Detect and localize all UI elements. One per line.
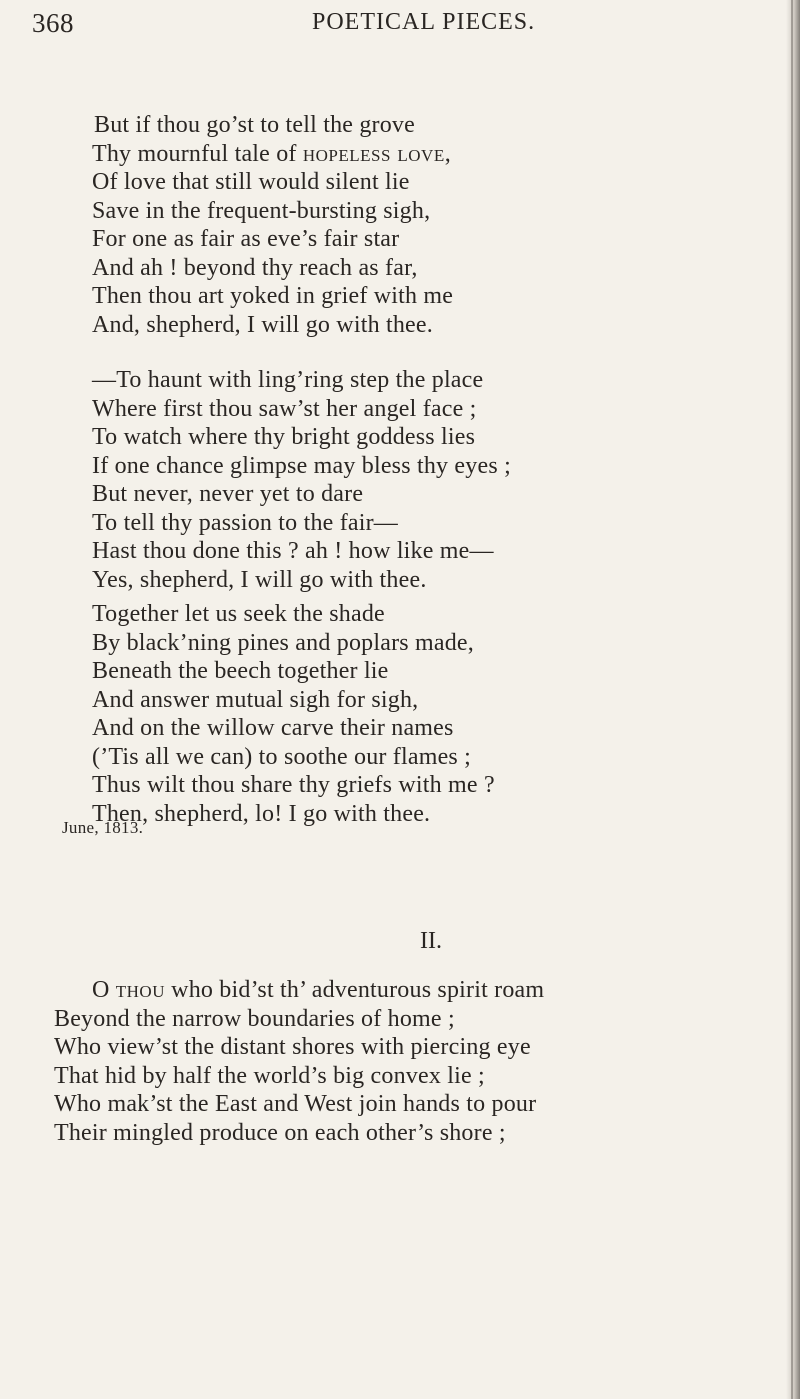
- verse-line: —To haunt with ling’ring step the place: [92, 367, 484, 393]
- verse-line: [92, 140, 800, 169]
- verse-line: Their mingled produce on each other’s shore ;: [54, 1119, 506, 1146]
- verse-line: And answer mutual sigh for sigh,: [92, 686, 419, 713]
- poem-two-stanza: [0, 976, 800, 1147]
- opening-word: O: [92, 977, 110, 1003]
- verse-line: And, shepherd, I will go with thee.: [92, 311, 433, 338]
- verse-line: And on the willow carve their names: [92, 715, 454, 741]
- verse-line: Beneath the beech together lie: [92, 658, 389, 684]
- verse-line: To tell thy passion to the fair—: [92, 509, 399, 536]
- verse-line: Yes, shepherd, I will go with thee.: [92, 566, 427, 593]
- verse-line: But if thou go’st to tell the grove: [94, 112, 415, 138]
- stanza-2: [0, 366, 800, 594]
- verse-line: And ah ! beyond thy reach as far,: [92, 254, 418, 281]
- verse-line: (’Tis all we can) to soothe our flames ;: [92, 743, 472, 770]
- verse-line: Save in the frequent-bursting sigh,: [92, 197, 431, 224]
- stanza-3: [0, 600, 800, 828]
- verse-line: Thus wilt thou share thy griefs with me ?: [92, 772, 495, 798]
- poem-date: June, 1813.: [62, 818, 144, 837]
- verse-line-text: who bid’st th’ adventurous spirit roam: [164, 977, 545, 1003]
- page-number: 368: [32, 8, 74, 38]
- verse-line: By black’ning pines and poplars made,: [92, 629, 474, 656]
- verse-line: Who mak’st the East and West join hands to pour: [54, 1091, 537, 1117]
- opening-small-caps: thou: [115, 977, 165, 1003]
- verse-line-text: Thy mournful tale of: [92, 140, 297, 167]
- verse-line: To watch where thy bright goddess lies: [92, 424, 476, 450]
- verse-line: Of love that still would silent lie: [92, 169, 410, 195]
- section-title: II.: [420, 928, 442, 954]
- verse-line: Then thou art yoked in grief with me: [92, 283, 454, 309]
- verse-line: [92, 976, 800, 1005]
- verse-line: Then, shepherd, lo! I go with thee.: [92, 800, 431, 827]
- verse-line: If one chance glimpse may bless thy eyes ;: [92, 452, 511, 479]
- verse-line-emphasis: hopeless love,: [302, 140, 452, 167]
- stanza-1: [0, 111, 800, 339]
- verse-line: Where first thou saw’st her angel face ;: [92, 395, 477, 422]
- page-header: [0, 8, 800, 40]
- verse-line: For one as fair as eve’s fair star: [92, 226, 400, 252]
- verse-line: Who view’st the distant shores with piercing eye: [54, 1034, 531, 1060]
- verse-line: Together let us seek the shade: [92, 601, 385, 627]
- verse-line: Beyond the narrow boundaries of home ;: [54, 1005, 455, 1032]
- verse-line: But never, never yet to dare: [92, 481, 364, 507]
- verse-line: That hid by half the world’s big convex lie ;: [54, 1062, 485, 1089]
- verse-line: Hast thou done this ? ah ! how like me—: [92, 538, 494, 564]
- running-title: POETICAL PIECES.: [312, 9, 536, 35]
